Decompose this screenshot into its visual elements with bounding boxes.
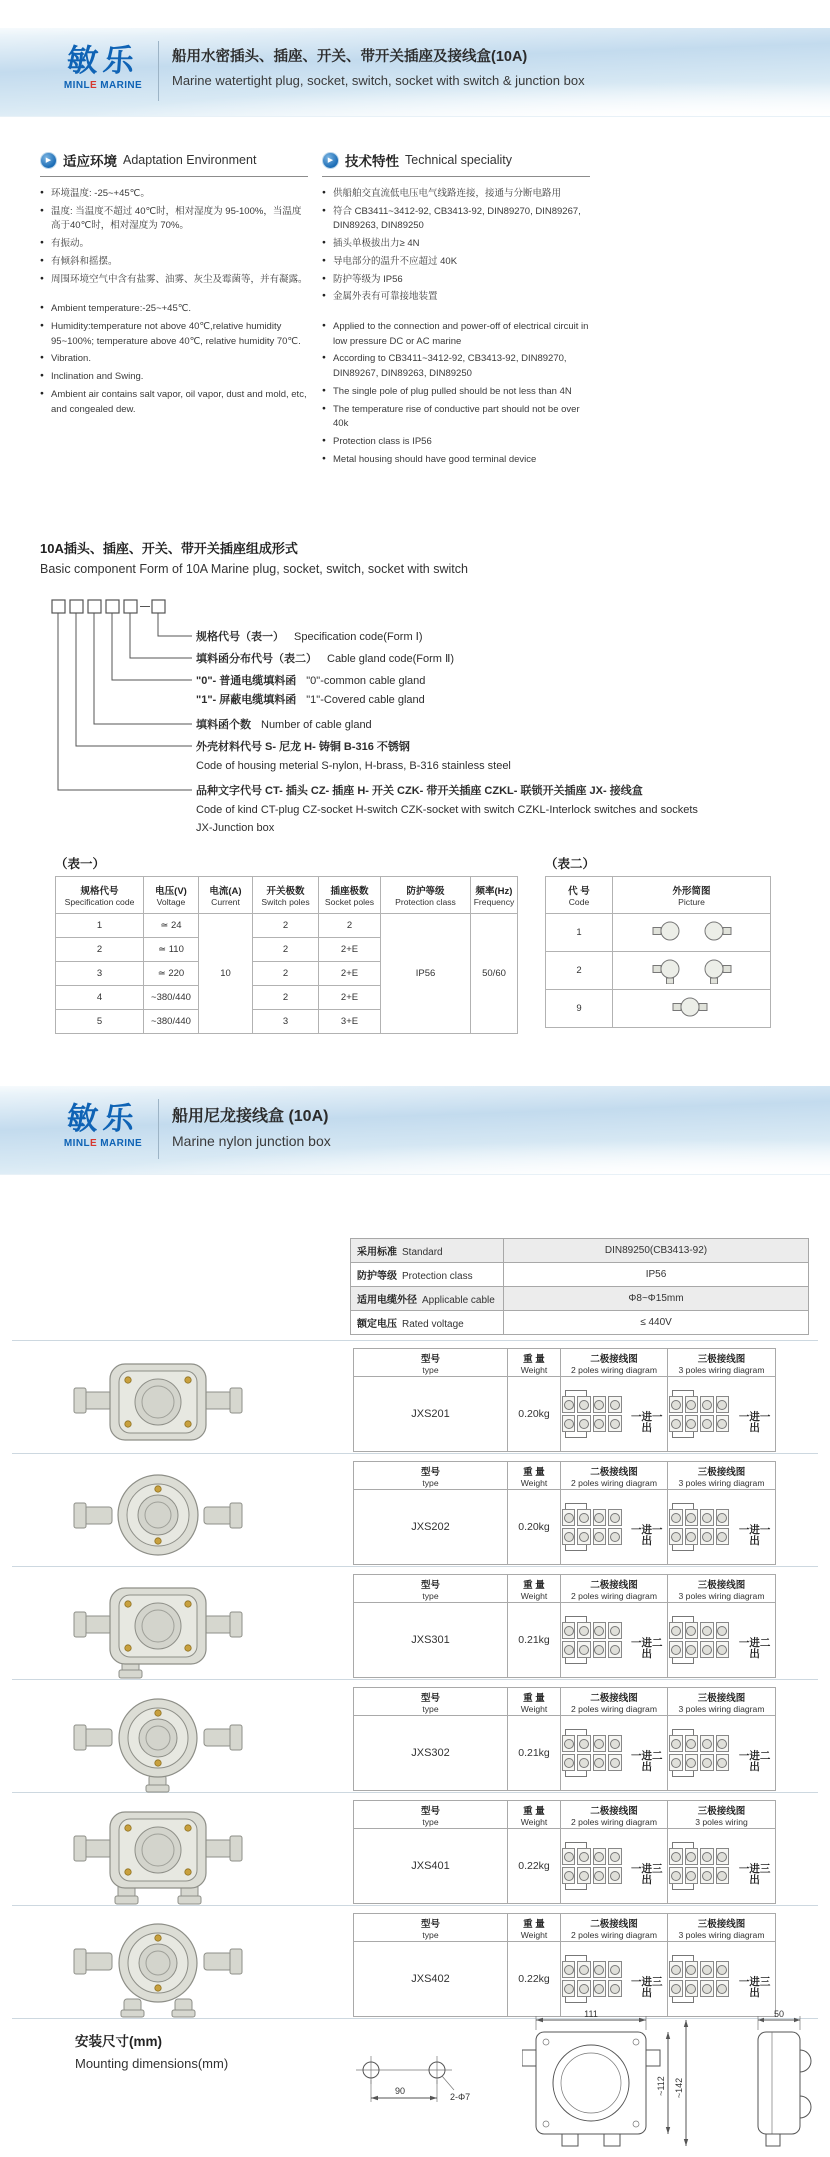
wiring-diagram	[668, 1621, 730, 1659]
col-2pole: 二极接线图 2 poles wiring diagram	[561, 1801, 668, 1829]
product-weight: 0.21kg	[508, 1603, 561, 1678]
code-label-7-en: Code of kind CT-plug CZ-socket H-switch CZK-socket with switch CZKL-Interlock switches and sockets	[196, 804, 698, 816]
wiring-caption: 一进三出	[631, 1863, 663, 1886]
form1-header-row	[56, 877, 518, 914]
product-data-row	[354, 1603, 776, 1678]
dim-50: 50	[773, 2009, 785, 2019]
wiring-3pole-cell	[668, 1942, 776, 2017]
spec-label: 适用电缆外径 Applicable cable	[351, 1287, 504, 1311]
logo-en-text	[50, 80, 156, 91]
adaptation-section	[40, 150, 308, 420]
mounting-front-view-drawing	[522, 2008, 694, 2154]
cell-current-merged: 10	[199, 914, 253, 1034]
col-weight: 重 量 Weight	[508, 1914, 561, 1942]
cell-picture	[613, 952, 771, 990]
product-table	[353, 1800, 776, 1904]
wiring-2pole-cell	[561, 1829, 668, 1904]
component-form-title	[40, 538, 468, 576]
col-model: 型号 type	[354, 1575, 508, 1603]
col-2pole: 二极接线图 2 poles wiring diagram	[561, 1914, 668, 1942]
col-picture: 外形简图 Picture	[613, 877, 771, 914]
col-weight: 重 量 Weight	[508, 1801, 561, 1829]
section-arrow-icon: ▶	[40, 152, 57, 169]
code-label-6-cn: 外壳材料代号 S- 尼龙 H- 铸铜 B-316 不锈钢	[196, 741, 410, 753]
cell-switch-poles: 2	[253, 938, 319, 962]
product-weight: 0.20kg	[508, 1490, 561, 1565]
bullet-item: ● Ambient temperature:-25~+45℃.	[40, 302, 308, 317]
wiring-diagram	[668, 1508, 730, 1546]
logo-en-c: MARINE	[97, 80, 143, 92]
product-photo-jxs201	[58, 1350, 258, 1454]
product-weight: 0.22kg	[508, 1829, 561, 1904]
col-model: 型号 type	[354, 1462, 508, 1490]
wiring-2pole-cell	[561, 1942, 668, 2017]
col-model: 型号 type	[354, 1801, 508, 1829]
wiring-caption: 一进一出	[631, 1524, 663, 1547]
bullet-item: ● Metal housing should have good terminal device	[322, 453, 590, 468]
product-model: JXS201	[354, 1377, 508, 1452]
spec-value: IP56	[504, 1263, 809, 1287]
table-row	[351, 1263, 809, 1287]
logo-en-a: MINL	[63, 1138, 90, 1150]
wiring-caption: 一进二出	[631, 1637, 663, 1660]
cell-switch-poles: 2	[253, 986, 319, 1010]
product-data-row	[354, 1716, 776, 1791]
product-block-jxs302	[0, 1687, 830, 1793]
col-3pole: 三极接线图 3 poles wiring	[668, 1801, 776, 1829]
product-header-row	[354, 1914, 776, 1942]
bullet-item: ● Applied to the connection and power-off of electrical circuit in low pressure DC or AC marine	[322, 320, 590, 349]
logo-en-text	[50, 1138, 156, 1149]
cell-socket-poles: 2+E	[319, 962, 381, 986]
product-block-jxs301	[0, 1574, 830, 1680]
section-title-cn: 船用尼龙接线盒 (10A)	[172, 1108, 329, 1125]
bullet-item: ● 环境温度: -25~+45℃。	[40, 187, 308, 202]
wiring-3pole-cell	[668, 1377, 776, 1452]
wiring-3pole-cell	[668, 1490, 776, 1565]
spec-value: ≤ 440V	[504, 1311, 809, 1335]
mounting-title-cn: 安装尺寸(mm)	[75, 2034, 162, 2049]
technical-section	[322, 150, 590, 471]
wiring-2pole-cell	[561, 1716, 668, 1791]
wiring-3pole-cell	[668, 1829, 776, 1904]
cell-code: 2	[56, 938, 144, 962]
form2-table	[545, 876, 771, 1028]
col-model: 型号 type	[354, 1688, 508, 1716]
col-socket-poles: 插座极数 Socket poles	[319, 877, 381, 914]
col-2pole: 二极接线图 2 poles wiring diagram	[561, 1688, 668, 1716]
cell-switch-poles: 2	[253, 914, 319, 938]
wiring-diagram	[668, 1395, 730, 1433]
cell-frequency-merged: 50/60	[471, 914, 518, 1034]
bullet-item: ● The temperature rise of conductive part should not be over 40k	[322, 403, 590, 432]
product-header-row	[354, 1801, 776, 1829]
product-model: JXS402	[354, 1942, 508, 2017]
code-label-5: 填料函个数 Number of cable gland	[196, 719, 372, 731]
product-photo-jxs401	[58, 1802, 258, 1906]
wiring-diagram	[561, 1395, 623, 1433]
product-weight: 0.21kg	[508, 1716, 561, 1791]
bullet-item: ● The single pole of plug pulled should be not less than 4N	[322, 385, 590, 400]
mounting-title-en: Mounting dimensions(mm)	[75, 2056, 229, 2071]
product-block-jxs401	[0, 1800, 830, 1906]
product-table	[353, 1574, 776, 1678]
gland-layout-icon	[632, 992, 752, 1022]
adaptation-title-cn: 适应环境	[63, 154, 117, 169]
code-label-6-en: Code of housing meterial S-nylon, H-brass, B-316 stainless steel	[196, 760, 511, 772]
standards-table	[350, 1238, 809, 1335]
product-table	[353, 1913, 776, 2017]
section-title	[172, 1103, 331, 1149]
wiring-diagram	[561, 1508, 623, 1546]
cell-protection-merged: IP56	[381, 914, 471, 1034]
table-row	[351, 1239, 809, 1263]
adaptation-list-cn	[40, 187, 308, 287]
product-photo-jxs301	[58, 1576, 258, 1680]
bullet-item: ● 插头单极拔出力≥ 4N	[322, 237, 590, 252]
col-2pole: 二极接线图 2 poles wiring diagram	[561, 1349, 668, 1377]
cell-switch-poles: 2	[253, 962, 319, 986]
product-header-row	[354, 1349, 776, 1377]
col-switch-poles: 开关极数 Switch poles	[253, 877, 319, 914]
bullet-item: ● Humidity:temperature not above 40℃,relative humidity 95~100%; temperature above 40℃, relative humidity 70℃.	[40, 320, 308, 349]
col-spec: 规格代号 Specification code	[56, 877, 144, 914]
cell-code: 9	[546, 990, 613, 1028]
cell-switch-poles: 3	[253, 1010, 319, 1034]
col-3pole: 三极接线图 3 poles wiring diagram	[668, 1688, 776, 1716]
product-data-row	[354, 1490, 776, 1565]
cell-code: 2	[546, 952, 613, 990]
col-3pole: 三极接线图 3 poles wiring diagram	[668, 1575, 776, 1603]
product-table	[353, 1348, 776, 1452]
code-label-2: 填料函分布代号（表二） Cable gland code(Form Ⅱ)	[196, 653, 455, 665]
wiring-3pole-cell	[668, 1716, 776, 1791]
page-title-cn: 船用水密插头、插座、开关、带开关插座及接线盒(10A)	[172, 49, 528, 65]
product-photo-jxs402	[58, 1915, 258, 2019]
wiring-caption: 一进一出	[738, 1524, 771, 1547]
col-current: 电流(A) Current	[199, 877, 253, 914]
col-2pole: 二极接线图 2 poles wiring diagram	[561, 1575, 668, 1603]
dim-111: 111	[584, 2009, 598, 2019]
product-header-row	[354, 1462, 776, 1490]
product-header-row	[354, 1688, 776, 1716]
cell-code: 5	[56, 1010, 144, 1034]
dim-90: 90	[394, 2086, 406, 2096]
code-label-3: "0"- 普通电缆填料函 "0"-common cable gland	[196, 675, 426, 687]
col-voltage: 电压(V) Voltage	[144, 877, 199, 914]
wiring-diagram	[668, 1734, 730, 1772]
cell-code: 1	[56, 914, 144, 938]
col-3pole: 三极接线图 3 poles wiring diagram	[668, 1914, 776, 1942]
form1-table	[55, 876, 518, 1034]
component-form-title-en: Basic component Form of 10A Marine plug, socket, switch, socket with switch	[40, 562, 468, 576]
gland-layout-icon	[632, 954, 752, 984]
form2-caption: （表二）	[545, 857, 596, 871]
code-label-7-en2: JX-Junction box	[196, 822, 275, 834]
col-model: 型号 type	[354, 1349, 508, 1377]
wiring-caption: 一进一出	[631, 1411, 663, 1434]
cell-voltage: ≃ 220	[144, 962, 199, 986]
wiring-diagram	[561, 1621, 623, 1659]
form1-caption: （表一）	[55, 857, 106, 871]
adaptation-header	[40, 150, 308, 177]
dim-142: ~142	[674, 2077, 684, 2099]
code-label-4: "1"- 屏蔽电缆填料函 "1"-Covered cable gland	[196, 694, 425, 706]
bullet-item: ● According to CB3411~3412-92, CB3413-92, DIN89270, DIN89267, DIN89263, DIN89250	[322, 352, 590, 381]
wiring-diagram	[561, 1734, 623, 1772]
wiring-caption: 一进三出	[738, 1976, 771, 1999]
product-data-row	[354, 1829, 776, 1904]
cell-code: 4	[56, 986, 144, 1010]
cell-picture	[613, 990, 771, 1028]
wiring-caption: 一进三出	[631, 1976, 663, 1999]
bullet-item: ● 有振动。	[40, 237, 308, 252]
cell-voltage: ~380/440	[144, 1010, 199, 1034]
wiring-3pole-cell	[668, 1603, 776, 1678]
product-table	[353, 1461, 776, 1565]
bullet-item: ● Vibration.	[40, 352, 308, 367]
technical-title-cn: 技术特性	[345, 154, 399, 169]
gland-layout-icon	[632, 916, 752, 946]
table-row	[546, 914, 771, 952]
logo-en-accent: E	[89, 1138, 98, 1150]
code-label-1: 规格代号（表一） Specification code(Form Ⅰ)	[196, 631, 423, 643]
cell-voltage: ~380/440	[144, 986, 199, 1010]
product-photo-jxs302	[58, 1689, 258, 1793]
section-arrow-icon: ▶	[322, 152, 339, 169]
product-data-row	[354, 1942, 776, 2017]
cell-code: 1	[546, 914, 613, 952]
brand-logo	[50, 44, 156, 91]
spec-label: 额定电压 Rated voltage	[351, 1311, 504, 1335]
bullet-item: ● 周围环境空气中含有盐雾、油雾、灰尘及霉菌等，并有凝露。	[40, 273, 308, 288]
wiring-2pole-cell	[561, 1377, 668, 1452]
model-code-diagram	[40, 596, 800, 838]
spec-value: DIN89250(CB3413-92)	[504, 1239, 809, 1263]
spec-label: 采用标准 Standard	[351, 1239, 504, 1263]
technical-header	[322, 150, 590, 177]
technical-list-en	[322, 320, 590, 467]
col-weight: 重 量 Weight	[508, 1349, 561, 1377]
form2-header-row	[546, 877, 771, 914]
mounting-title	[75, 2030, 228, 2071]
bullet-item: ● 供船舶交直流低电压电气线路连接，接通与分断电路用	[322, 187, 590, 202]
col-model: 型号 type	[354, 1914, 508, 1942]
wiring-diagram	[561, 1847, 623, 1885]
bullet-item: ● 金属外表有可靠接地装置	[322, 290, 590, 305]
spec-label: 防护等级 Protection class	[351, 1263, 504, 1287]
col-weight: 重 量 Weight	[508, 1575, 561, 1603]
code-label-7-cn: 品种文字代号 CT- 插头 CZ- 插座 H- 开关 CZK- 带开关插座 CZKL- 联锁开关插座 JX- 接线盒	[196, 785, 643, 797]
wiring-2pole-cell	[561, 1603, 668, 1678]
table-row	[546, 952, 771, 990]
wiring-2pole-cell	[561, 1490, 668, 1565]
table-row	[351, 1311, 809, 1335]
col-2pole: 二极接线图 2 poles wiring diagram	[561, 1462, 668, 1490]
col-3pole: 三极接线图 3 poles wiring diagram	[668, 1349, 776, 1377]
spec-value: Φ8~Φ15mm	[504, 1287, 809, 1311]
cell-voltage: ≃ 110	[144, 938, 199, 962]
bullet-item: ● 符合 CB3411~3412-92, CB3413-92, DIN89270, DIN89267, DIN89263, DIN89250	[322, 205, 590, 234]
logo-en-accent: E	[89, 80, 98, 92]
wiring-diagram	[561, 1960, 623, 1998]
technical-list-cn	[322, 187, 590, 305]
header-band-1	[0, 28, 830, 117]
col-weight: 重 量 Weight	[508, 1462, 561, 1490]
product-table	[353, 1687, 776, 1791]
bullet-item: ● 温度: 当温度不超过 40℃时，相对湿度为 95-100%，当温度高于40℃时，相对湿度为 70%。	[40, 205, 308, 234]
mounting-side-view-drawing	[742, 2008, 818, 2154]
cell-socket-poles: 2+E	[319, 938, 381, 962]
product-block-jxs402	[0, 1913, 830, 2019]
technical-title-en: Technical speciality	[405, 153, 512, 167]
header-divider	[158, 1099, 159, 1159]
col-frequency: 频率(Hz) Frequency	[471, 877, 518, 914]
wiring-caption: 一进二出	[738, 1637, 771, 1660]
component-form-title-cn: 10A插头、插座、开关、带开关插座组成形式	[40, 541, 298, 556]
table-row	[351, 1287, 809, 1311]
wiring-caption: 一进二出	[631, 1750, 663, 1773]
product-model: JXS301	[354, 1603, 508, 1678]
adaptation-title-en: Adaptation Environment	[123, 153, 257, 167]
col-code: 代 号 Code	[546, 877, 613, 914]
product-weight: 0.20kg	[508, 1377, 561, 1452]
page-title	[172, 45, 585, 88]
product-block-jxs202	[0, 1461, 830, 1567]
bullet-item: ● Protection class is IP56	[322, 435, 590, 450]
logo-en-c: MARINE	[97, 1138, 143, 1150]
separator	[12, 1340, 818, 1341]
cell-picture	[613, 914, 771, 952]
product-photo-jxs202	[58, 1463, 258, 1567]
header-divider	[158, 41, 159, 101]
product-weight: 0.22kg	[508, 1942, 561, 2017]
product-model: JXS302	[354, 1716, 508, 1791]
cell-code: 3	[56, 962, 144, 986]
section-title-en: Marine nylon junction box	[172, 1133, 331, 1149]
wiring-diagram	[668, 1847, 730, 1885]
col-weight: 重 量 Weight	[508, 1688, 561, 1716]
table-row	[56, 914, 518, 938]
wiring-caption: 一进一出	[738, 1411, 771, 1434]
cell-socket-poles: 3+E	[319, 1010, 381, 1034]
cell-socket-poles: 2	[319, 914, 381, 938]
bullet-item: ● 导电部分的温升不应超过 40K	[322, 255, 590, 270]
cell-voltage: ≃ 24	[144, 914, 199, 938]
table-row	[546, 990, 771, 1028]
col-3pole: 三极接线图 3 poles wiring diagram	[668, 1462, 776, 1490]
cell-socket-poles: 2+E	[319, 986, 381, 1010]
adaptation-list-en	[40, 302, 308, 417]
bullet-item: ● 防护等级为 IP56	[322, 273, 590, 288]
dim-2-phi7: 2-Φ7	[450, 2092, 471, 2102]
logo-en-a: MINL	[63, 80, 90, 92]
header-band-2	[0, 1086, 830, 1175]
wiring-diagram	[668, 1960, 730, 1998]
product-block-jxs201	[0, 1348, 830, 1454]
col-protection: 防护等级 Protection class	[381, 877, 471, 914]
bullet-item: ● 有倾斜和摇摆。	[40, 255, 308, 270]
bullet-item: ● Ambient air contains salt vapor, oil vapor, dust and mold, etc, and congealed dew.	[40, 388, 308, 417]
logo-cn-text: 敏乐	[65, 43, 141, 78]
wiring-caption: 一进二出	[738, 1750, 771, 1773]
mounting-hole-pattern-drawing	[338, 2042, 478, 2114]
page-title-en: Marine watertight plug, socket, switch, socket with switch & junction box	[172, 73, 585, 88]
bullet-item: ● Inclination and Swing.	[40, 370, 308, 385]
wiring-caption: 一进三出	[738, 1863, 771, 1886]
dim-112: ~112	[656, 2076, 666, 2096]
product-model: JXS202	[354, 1490, 508, 1565]
product-data-row	[354, 1377, 776, 1452]
product-header-row	[354, 1575, 776, 1603]
product-model: JXS401	[354, 1829, 508, 1904]
brand-logo	[50, 1102, 156, 1149]
logo-cn-text: 敏乐	[65, 1101, 141, 1136]
